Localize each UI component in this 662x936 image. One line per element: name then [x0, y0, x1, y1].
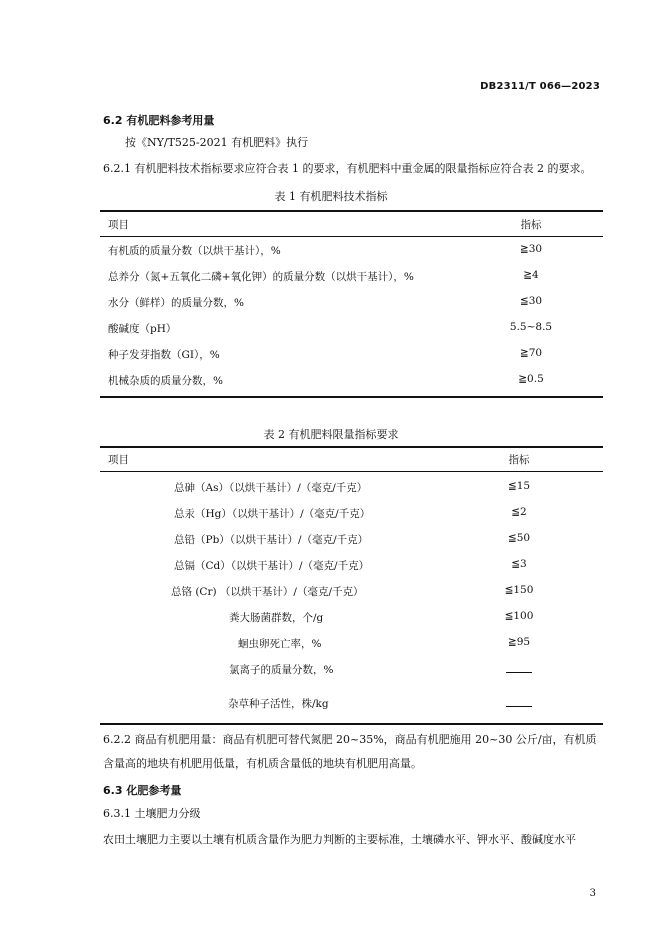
section-6-3-1-line: 农田土壤肥力主要以土壤有机质含量作为肥力判断的主要标准，土壤磷水平、钾水平、酸碱度水平 — [103, 833, 576, 846]
section-6-3-1-heading: 6.3.1 土壤肥力分级 — [103, 807, 201, 820]
table2-row-value: ≦2 — [511, 506, 527, 518]
table1-header-rule — [100, 236, 603, 237]
table2-row-value: ≦150 — [504, 584, 534, 596]
table1-row-value: ≧4 — [523, 269, 539, 281]
table2-header-index: 指标 — [508, 454, 530, 466]
table2-row-item: 蛔虫卵死亡率，% — [238, 638, 322, 650]
table2-header-item: 项目 — [108, 454, 129, 466]
table2-row-item: 总铅（Pb）（以烘干基计）/（毫克/千克） — [174, 534, 369, 546]
table2-row-item: 粪大肠菌群数，个/g — [229, 612, 324, 624]
doc-code: DB2311/T 066—2023 — [480, 81, 600, 92]
section-6-3-heading: 6.3 化肥参考量 — [103, 784, 182, 797]
table1-row-item: 有机质的质量分数（以烘干基计），% — [108, 245, 281, 257]
table2-row-dash — [506, 672, 532, 673]
table1-top-rule — [100, 210, 603, 212]
table2-bottom-rule — [100, 723, 603, 725]
table2-row-dash — [506, 706, 532, 707]
page-number: 3 — [589, 888, 596, 899]
table1-row-item: 机械杂质的质量分数，% — [108, 375, 223, 387]
table1-header-item: 项目 — [108, 219, 129, 231]
table2-row-item: 杂草种子活性，株/kg — [228, 698, 329, 710]
table1-row-value: ≧0.5 — [518, 373, 544, 385]
table2-row-value: ≦3 — [511, 558, 527, 570]
table1-header-index: 指标 — [520, 219, 542, 231]
table1-row-item: 水分（鲜样）的质量分数，% — [108, 297, 244, 309]
table2-row-item: 总铬 (Cr) （以烘干基计）/（毫克/千克） — [171, 586, 364, 598]
table1-row-item: 种子发芽指数（GI），% — [108, 349, 220, 361]
table1-caption: 表 1 有机肥料技术指标 — [274, 190, 388, 203]
table2-row-value: ≧95 — [507, 636, 531, 648]
table2-top-rule — [100, 446, 603, 448]
table2-caption: 表 2 有机肥料限量指标要求 — [263, 428, 399, 441]
table2-header-rule — [100, 471, 603, 472]
section-6-2-line1: 按《NY/T525-2021 有机肥料》执行 — [125, 136, 309, 149]
table1-row-value: ≧70 — [519, 347, 543, 359]
para-6-2-2-line2: 含量高的地块有机肥用低量，有机质含量低的地块有机肥用高量。 — [103, 757, 422, 770]
table2-row-item: 总汞（Hg）（以烘干基计）/（毫克/千克） — [174, 508, 371, 520]
para-6-2-2-line1: 6.2.2 商品有机肥用量：商品有机肥可替代氮肥 20~35%，商品有机肥施用 20~30 公斤/亩，有机质 — [103, 733, 597, 746]
table2-row-value: ≦100 — [504, 610, 534, 622]
table1-row-value: ≦30 — [519, 295, 543, 307]
section-6-2-heading: 6.2 有机肥料参考用量 — [103, 114, 215, 127]
section-6-2-line2: 6.2.1 有机肥料技术指标要求应符合表 1 的要求，有机肥料中重金属的限量指标应符合表 2 的要求。 — [103, 162, 592, 175]
table1-row-value: 5.5~8.5 — [509, 321, 553, 333]
table1-row-item: 酸碱度（pH） — [108, 323, 177, 335]
table2-row-value: ≦15 — [507, 480, 531, 492]
table2-row-value: ≦50 — [507, 532, 531, 544]
table1-bottom-rule — [100, 396, 603, 398]
table1-row-item: 总养分（氮+五氧化二磷+氧化钾）的质量分数（以烘干基计），% — [108, 271, 414, 283]
table2-row-item: 总砷（As）（以烘干基计）/（毫克/千克） — [174, 482, 368, 494]
table2-row-item: 总镉（Cd）（以烘干基计）/（毫克/千克） — [174, 560, 370, 572]
table1-row-value: ≧30 — [519, 243, 543, 255]
table2-row-item: 氯离子的质量分数，% — [229, 664, 334, 676]
